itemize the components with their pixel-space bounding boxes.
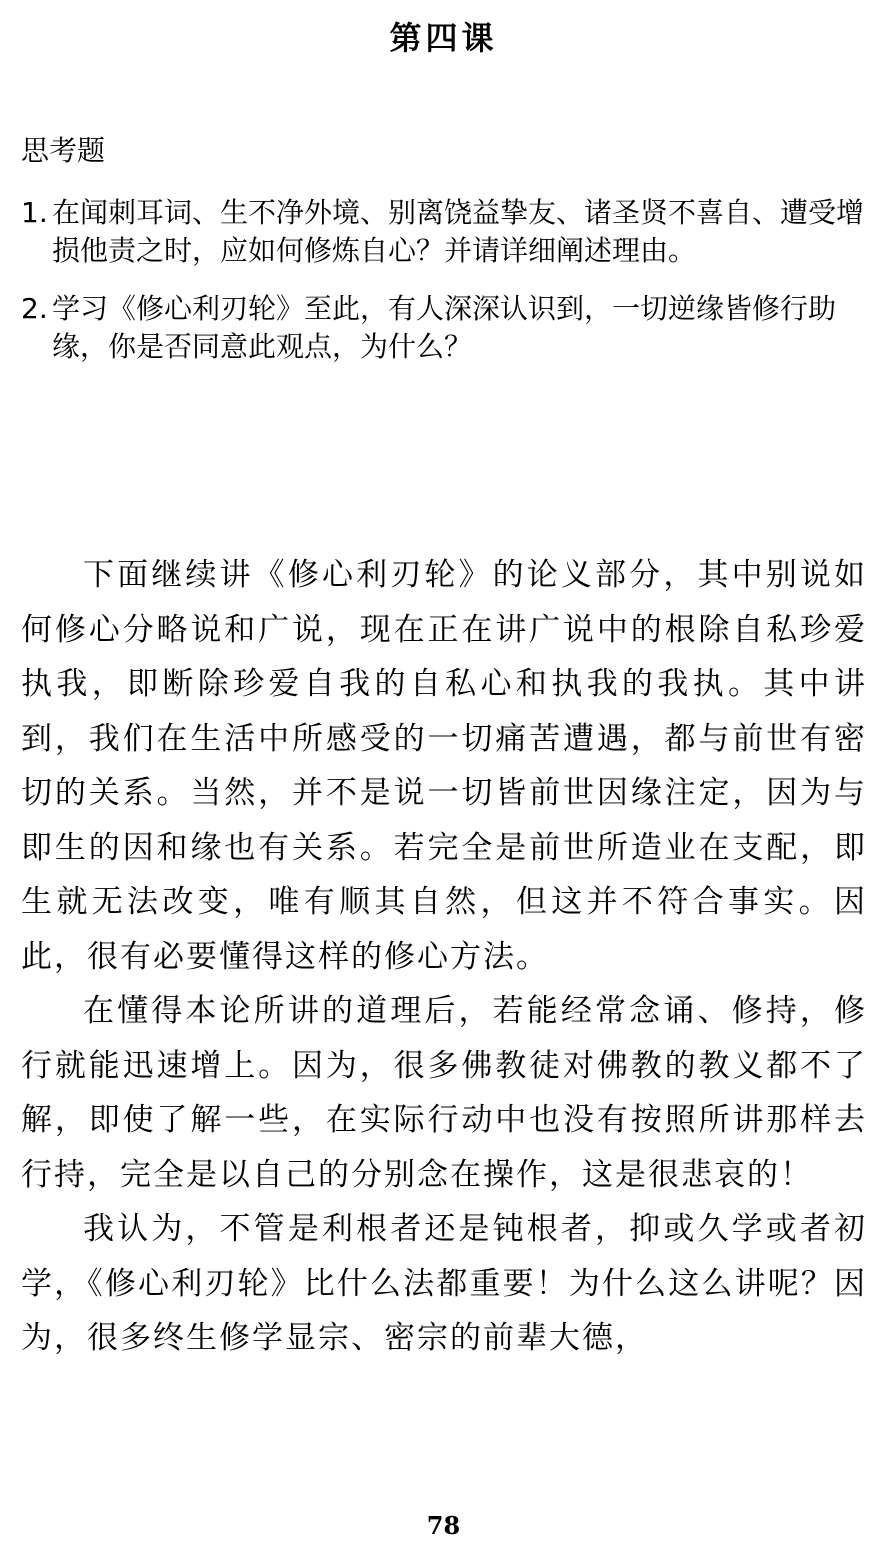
question-text: 学习《修心利刃轮》至此，有人深深认识到，一切逆缘皆修行助缘，你是否同意此观点，为什么？	[52, 292, 837, 363]
body-paragraph: 下面继续讲《修心利刃轮》的论义部分，其中别说如何修心分略说和广说，现在正在讲广说中的根除自私珍爱执我，即断除珍爱自我的自私心和执我的我执。其中讲到，我们在生活中所感受的一切痛苦遭遇，都与前世有密切的关系。当然，并不是说一切皆前世因缘注定，因为与即生的因和缘也有关系。若完全是前世所造业在支配，即生就无法改变，唯有顺其自然，但这并不符合事实。因此，很有必要懂得这样的修心方法。	[21, 557, 867, 975]
body-paragraph: 在懂得本论所讲的道理后，若能经常念诵、修持，修行就能迅速增上。因为，很多佛教徒对佛教的教义都不了解，即使了解一些，在实际行动中也没有按照所讲那样去行持，完全是以自己的分别念在操作，这是很悲哀的！	[21, 993, 867, 1193]
question-item	[21, 290, 871, 366]
question-item	[21, 194, 871, 270]
question-number: 1.	[21, 196, 48, 229]
lecture-body	[21, 548, 867, 1366]
review-questions	[21, 132, 871, 386]
question-text: 在闻刺耳词、生不净外境、别离饶益挚友、诸圣贤不喜自、遭受增损他责之时，应如何修炼自心？并请详细阐述理由。	[52, 196, 865, 267]
question-number: 2.	[21, 292, 48, 325]
questions-heading: 思考题	[21, 134, 106, 167]
page-title: 第四课	[389, 19, 498, 57]
page-number: 78	[426, 1511, 461, 1540]
body-paragraph: 我认为，不管是利根者还是钝根者，抑或久学或者初学，《修心利刃轮》比什么法都重要！为什么这么讲呢？因为，很多终生修学显宗、密宗的前辈大德，	[21, 1211, 867, 1356]
